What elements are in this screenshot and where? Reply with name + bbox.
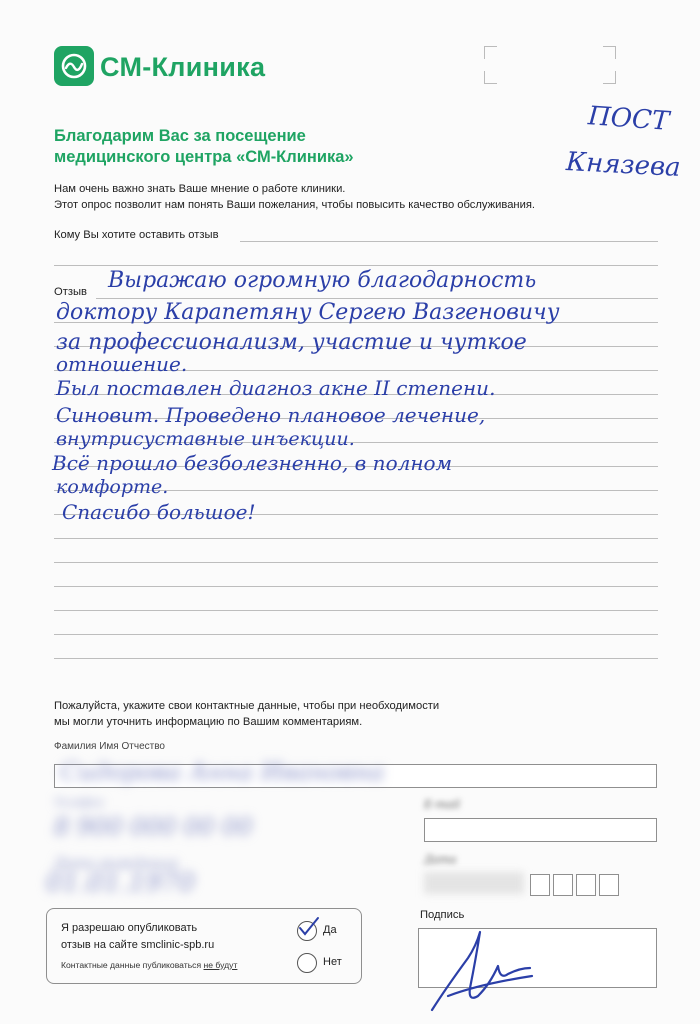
birthdate-label-redacted: Дата рождения bbox=[54, 856, 178, 872]
review-rule bbox=[54, 538, 658, 539]
review-line: Синовит. Проведено плановое лечение, bbox=[56, 403, 486, 427]
contact-line-2: мы могли уточнить информацию по Вашим комментариям. bbox=[54, 716, 363, 728]
intro-line-2: Этот опрос позволит нам понять Ваши пожелания, чтобы повысить качество обслуживания. bbox=[54, 199, 536, 211]
birthdate-value-redacted: 01.01.1970 bbox=[46, 868, 195, 898]
intro-text bbox=[54, 181, 535, 213]
radio-yes-label: Да bbox=[323, 924, 337, 936]
signature-icon bbox=[420, 918, 560, 1018]
handwritten-annotation-2: Князева bbox=[565, 147, 682, 183]
review-line: Спасибо большое! bbox=[62, 500, 256, 524]
email-label-redacted: E-mail bbox=[424, 798, 460, 811]
title-line-2: медицинского центра «СМ-Клиника» bbox=[54, 148, 354, 166]
review-rule bbox=[54, 586, 658, 587]
brand-name: СМ-Клиника bbox=[100, 52, 266, 82]
recipient-line-2[interactable] bbox=[54, 265, 658, 266]
review-line: комфорте. bbox=[56, 476, 169, 498]
review-line: Всё прошло безболезненно, в полном bbox=[52, 451, 453, 475]
review-rule bbox=[54, 610, 658, 611]
signature-label: Подпись bbox=[420, 909, 465, 921]
review-rule bbox=[54, 658, 658, 659]
name-value-redacted: Сидорова Анна Ивановна bbox=[60, 758, 385, 786]
date-digit-box[interactable] bbox=[576, 874, 596, 896]
publish-consent-box bbox=[46, 908, 362, 984]
review-rule bbox=[96, 298, 658, 299]
corner-marks bbox=[484, 46, 616, 84]
phone-label-redacted: Телефон bbox=[54, 796, 104, 809]
review-line: Был поставлен диагноз акне II степени. bbox=[56, 376, 496, 400]
radio-no[interactable] bbox=[297, 953, 317, 973]
review-line: за профессионализм, участие и чуткое bbox=[56, 330, 527, 355]
contact-line-1: Пожалуйста, укажите свои контактные данные, чтобы при необходимости bbox=[54, 700, 440, 712]
intro-line-1: Нам очень важно знать Ваше мнение о работе клиники. bbox=[54, 183, 346, 195]
consent-note-prefix: Контактные данные публиковаться bbox=[61, 960, 204, 970]
date-redacted-boxes bbox=[424, 872, 524, 894]
review-line: отношение. bbox=[56, 352, 188, 376]
recipient-line[interactable] bbox=[240, 241, 658, 242]
date-label-redacted: Дата bbox=[424, 853, 457, 866]
title-line-1: Благодарим Вас за посещение bbox=[54, 127, 306, 145]
logo-icon bbox=[54, 46, 94, 86]
phone-value-redacted: 8 900 000 00 00 bbox=[54, 813, 253, 841]
consent-note bbox=[61, 960, 237, 970]
review-line: Выражаю огромную благодарность bbox=[108, 268, 537, 293]
email-field[interactable] bbox=[424, 818, 657, 842]
review-label: Отзыв bbox=[54, 286, 87, 298]
date-digit-box[interactable] bbox=[553, 874, 573, 896]
contact-prompt bbox=[54, 698, 439, 730]
radio-no-label: Нет bbox=[323, 956, 342, 968]
recipient-label: Кому Вы хотите оставить отзыв bbox=[54, 229, 219, 241]
date-digit-box[interactable] bbox=[599, 874, 619, 896]
consent-line-1: Я разрешаю опубликовать bbox=[61, 922, 198, 934]
review-rule bbox=[54, 562, 658, 563]
consent-note-emph: не будут bbox=[203, 960, 238, 970]
page-title bbox=[54, 126, 354, 168]
name-label: Фамилия Имя Отчество bbox=[54, 741, 165, 752]
check-icon bbox=[296, 916, 320, 938]
date-digit-box[interactable] bbox=[530, 874, 550, 896]
consent-line-2: отзыв на сайте smclinic-spb.ru bbox=[61, 939, 215, 951]
radio-yes[interactable] bbox=[297, 921, 317, 941]
review-rule bbox=[54, 634, 658, 635]
review-line: внутрисуставные инъекции. bbox=[56, 428, 355, 450]
handwritten-annotation-1: ПОСТ bbox=[587, 101, 671, 137]
review-line: доктору Карапетяну Сергею Вазгеновичу bbox=[56, 300, 560, 325]
